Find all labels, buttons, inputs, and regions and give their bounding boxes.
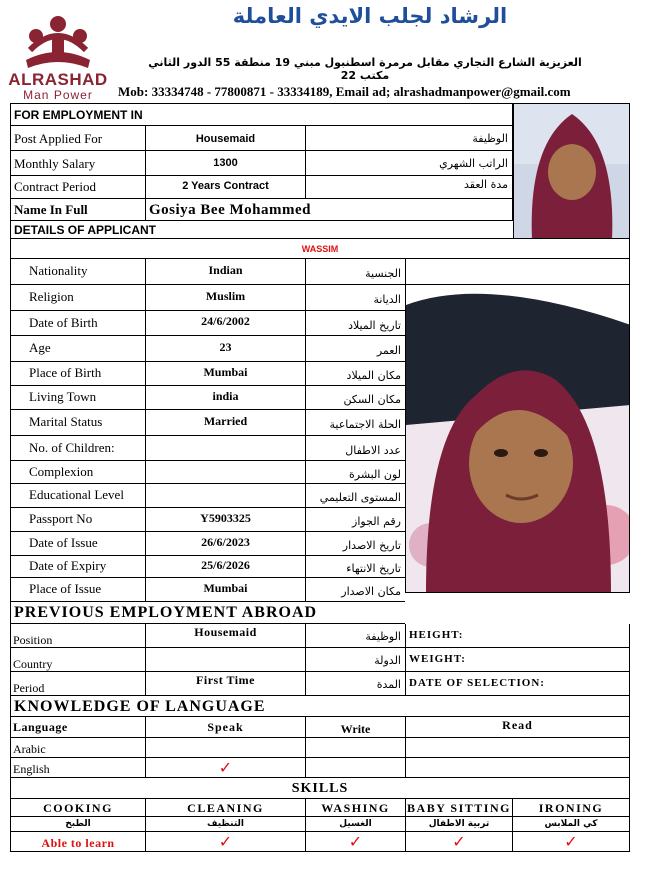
check-icon: ✓ — [218, 758, 233, 777]
post-label: Post Applied For — [10, 125, 145, 151]
skills-title: SKILLS — [10, 778, 630, 799]
previous-row-label: Period — [10, 672, 145, 696]
previous-row-arabic: الوظيفة — [305, 624, 405, 648]
previous-row-label: Position — [10, 624, 145, 648]
skill-header-ar: الغسيل — [305, 817, 405, 832]
agent-name: WASSIM — [10, 239, 630, 259]
applicant-row-label: Nationality — [10, 259, 145, 285]
previous-row-arabic: المدة — [305, 672, 405, 696]
applicant-row-value: 26/6/2023 — [145, 532, 305, 556]
language-speak-cell — [145, 758, 305, 778]
applicant-row-value: 24/6/2002 — [145, 311, 305, 336]
skill-status-text: Able to learn — [41, 836, 115, 850]
applicant-row-value: india — [145, 386, 305, 410]
language-row-name: English — [10, 758, 145, 778]
applicant-row-arabic: تاريخ الميلاد — [305, 311, 405, 336]
applicant-row-arabic: تاريخ الانتهاء — [305, 556, 405, 578]
applicant-row-value: Married — [145, 410, 305, 436]
applicant-row-arabic: الحلة الاجتماعية — [305, 410, 405, 436]
language-write-cell — [305, 758, 405, 778]
applicant-row-arabic: العمر — [305, 336, 405, 362]
language-row-name: Arabic — [10, 738, 145, 758]
applicant-row-value: Mumbai — [145, 362, 305, 386]
applicant-row-value: 25/6/2026 — [145, 556, 305, 578]
language-read-cell — [405, 738, 630, 758]
applicant-row-arabic: الديانة — [305, 285, 405, 311]
previous-row-value: Housemaid — [145, 624, 305, 648]
applicant-row-label: Date of Issue — [10, 532, 145, 556]
contact-line: Mob: 33334748 - 77800871 - 33334189, Email ad; alrashadmanpower@gmail.com — [118, 84, 571, 99]
language-header-write: Write — [305, 717, 405, 738]
applicant-row-value: Y5903325 — [145, 508, 305, 532]
arabic-company-title: الرشاد لجلب الايدي العاملة — [232, 4, 508, 28]
skill-status-cell — [10, 832, 145, 852]
previous-row-extra: WEIGHT: — [405, 648, 630, 672]
applicant-photo-small — [513, 103, 630, 239]
language-read-cell — [405, 758, 630, 778]
applicant-row-label: Marital Status — [10, 410, 145, 436]
applicant-row-arabic: مكان الميلاد — [305, 362, 405, 386]
skill-status-cell — [512, 832, 630, 852]
name-value: Gosiya Bee Mohammed — [145, 199, 513, 221]
skill-header-en: WASHING — [305, 799, 405, 817]
applicant-row-value: Mumbai — [145, 578, 305, 602]
logo-people-icon — [8, 10, 108, 72]
applicant-section-title: DETAILS OF APPLICANT — [10, 221, 630, 239]
employment-section-title: FOR EMPLOYMENT IN — [10, 103, 513, 125]
previous-section-title: PREVIOUS EMPLOYMENT ABROAD — [10, 602, 405, 624]
applicant-row-value: Indian — [145, 259, 305, 285]
logo-subtitle: Man Power — [23, 88, 93, 102]
previous-row-extra: HEIGHT: — [405, 624, 630, 648]
salary-label: Monthly Salary — [10, 151, 145, 176]
applicant-row-arabic: المستوى التعليمي — [305, 484, 405, 508]
applicant-row-arabic: لون البشرة — [305, 461, 405, 484]
skill-header-en: COOKING — [10, 799, 145, 817]
applicant-row-arabic: مكان السكن — [305, 386, 405, 410]
applicant-row-arabic: رقم الجواز — [305, 508, 405, 532]
name-label: Name In Full — [10, 199, 145, 221]
check-icon: ✓ — [452, 832, 466, 851]
applicant-row-label: No. of Children: — [10, 436, 145, 461]
applicant-row-arabic: مكان الاصدار — [305, 578, 405, 602]
logo-name: ALRASHAD — [8, 70, 108, 89]
contract-value: 2 Years Contract — [145, 176, 305, 199]
applicant-row-value — [145, 484, 305, 508]
check-icon: ✓ — [348, 832, 363, 851]
applicant-row-value: Muslim — [145, 285, 305, 311]
previous-row-value: First Time — [145, 672, 305, 696]
applicant-row-label: Place of Issue — [10, 578, 145, 602]
previous-row-arabic: الدولة — [305, 648, 405, 672]
skill-header-en: IRONING — [512, 799, 630, 817]
applicant-row-label: Passport No — [10, 508, 145, 532]
applicant-row-label: Educational Level — [10, 484, 145, 508]
skill-header-ar: الطبخ — [10, 817, 145, 832]
applicant-row-value: 23 — [145, 336, 305, 362]
previous-row-extra: DATE OF SELECTION: — [405, 672, 630, 696]
skill-header-en: BABY SITTING — [405, 799, 512, 817]
applicant-photo-large — [405, 285, 630, 593]
applicant-row-label: Religion — [10, 285, 145, 311]
language-write-cell — [305, 738, 405, 758]
post-arabic: الوظيفة — [305, 125, 513, 151]
previous-row-value — [145, 648, 305, 672]
applicant-row-label: Place of Birth — [10, 362, 145, 386]
applicant-row-label: Age — [10, 336, 145, 362]
check-icon: ✓ — [564, 832, 578, 851]
contract-arabic: مدة العقد — [305, 176, 513, 199]
applicant-row-arabic: تاريخ الاصدار — [305, 532, 405, 556]
post-value: Housemaid — [145, 125, 305, 151]
arabic-address: العزيزية الشارع التجاري مقابل مرمرة اسطنبول مبني 19 منطقة 55 الدور الثاني مكتب 22 — [148, 56, 582, 82]
applicant-blank-cell — [405, 259, 630, 285]
skill-status-cell — [145, 832, 305, 852]
contract-label: Contract Period — [10, 176, 145, 199]
language-speak-cell — [145, 738, 305, 758]
skill-header-en: CLEANING — [145, 799, 305, 817]
salary-arabic: الراتب الشهري — [305, 151, 513, 176]
check-icon: ✓ — [218, 832, 233, 851]
applicant-row-arabic: عدد الاطفال — [305, 436, 405, 461]
skill-status-cell — [405, 832, 512, 852]
language-header-read: Read — [405, 717, 630, 738]
skill-header-ar: تربية الاطفال — [405, 817, 512, 832]
applicant-row-label: Date of Birth — [10, 311, 145, 336]
skill-header-ar: كي الملابس — [512, 817, 630, 832]
language-section-title: KNOWLEDGE OF LANGUAGE — [10, 696, 630, 717]
applicant-row-value — [145, 436, 305, 461]
company-logo — [8, 10, 108, 100]
applicant-row-label: Date of Expiry — [10, 556, 145, 578]
applicant-row-value — [145, 461, 305, 484]
applicant-row-label: Complexion — [10, 461, 145, 484]
language-header-language: Language — [10, 717, 145, 738]
skill-status-cell — [305, 832, 405, 852]
skill-header-ar: التنظيف — [145, 817, 305, 832]
applicant-row-label: Living Town — [10, 386, 145, 410]
previous-row-label: Country — [10, 648, 145, 672]
language-header-speak: Speak — [145, 717, 305, 738]
salary-value: 1300 — [145, 151, 305, 176]
applicant-row-arabic: الجنسية — [305, 259, 405, 285]
